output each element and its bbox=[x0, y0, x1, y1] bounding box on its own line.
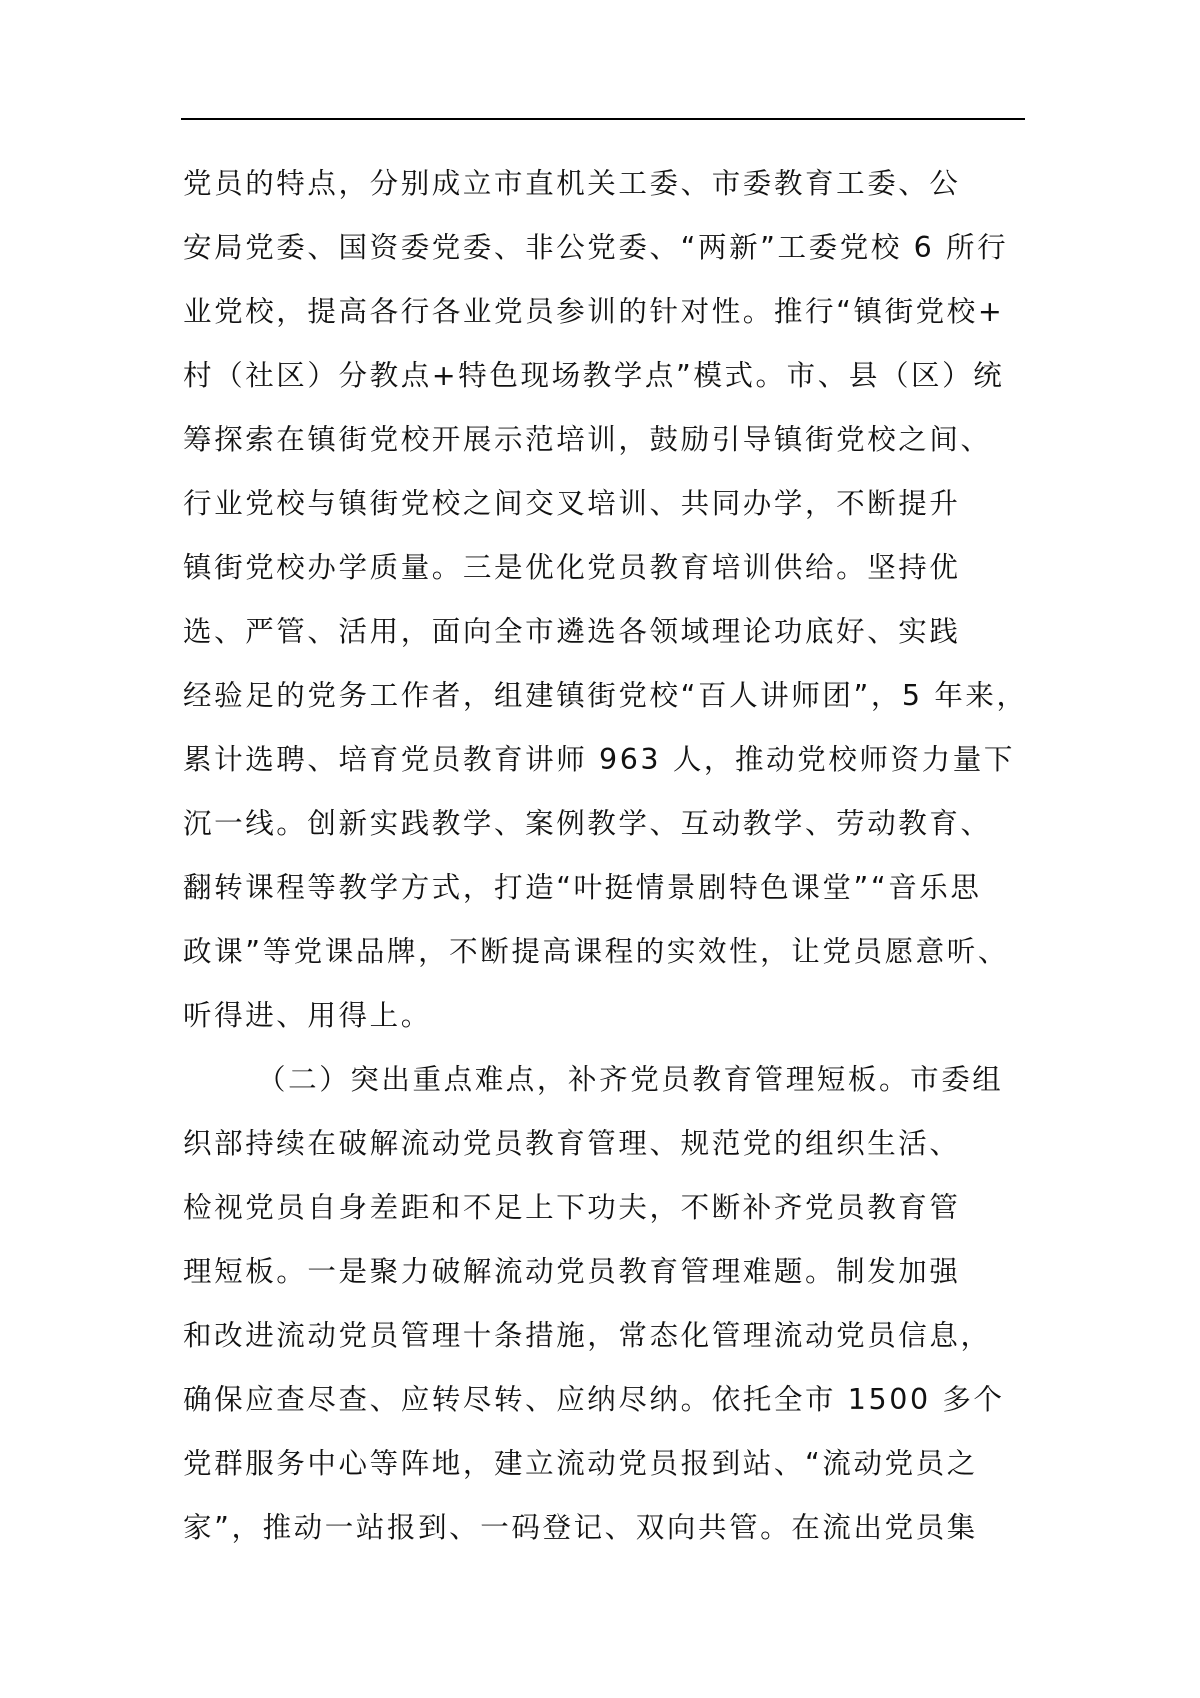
text-line: 确保应查尽查、应转尽转、应纳尽纳。依托全市 1500 多个 bbox=[183, 1383, 1005, 1416]
text-line: 选、严管、活用，面向全市遴选各领域理论功底好、实践 bbox=[183, 615, 961, 648]
text-line: 筹探索在镇街党校开展示范培训，鼓励引导镇街党校之间、 bbox=[183, 423, 992, 456]
text-line: 安局党委、国资委党委、非公党委、“两新”工委党校 6 所行 bbox=[183, 231, 1009, 264]
text-line: 党员的特点，分别成立市直机关工委、市委教育工委、公 bbox=[183, 167, 961, 200]
text-line: 理短板。一是聚力破解流动党员教育管理难题。制发加强 bbox=[183, 1255, 961, 1288]
text-line: 织部持续在破解流动党员教育管理、规范党的组织生活、 bbox=[183, 1127, 961, 1160]
text-line: 家”，推动一站报到、一码登记、双向共管。在流出党员集 bbox=[183, 1511, 978, 1544]
text-line: 行业党校与镇街党校之间交叉培训、共同办学，不断提升 bbox=[183, 487, 961, 520]
text-line: 沉一线。创新实践教学、案例教学、互动教学、劳动教育、 bbox=[183, 807, 992, 840]
header-rule bbox=[181, 118, 1025, 120]
text-line: 镇街党校办学质量。三是优化党员教育培训供给。坚持优 bbox=[183, 551, 961, 584]
text-line: 和改进流动党员管理十条措施，常态化管理流动党员信息， bbox=[183, 1319, 992, 1352]
text-line: 累计选聘、培育党员教育讲师 963 人，推动党校师资力量下 bbox=[183, 743, 1015, 776]
text-line: 听得进、用得上。 bbox=[183, 999, 432, 1032]
body-text bbox=[183, 152, 1063, 1560]
text-line: 政课”等党课品牌，不断提高课程的实效性，让党员愿意听、 bbox=[183, 935, 1009, 968]
text-line: 检视党员自身差距和不足上下功夫，不断补齐党员教育管 bbox=[183, 1191, 961, 1224]
text-line: 村（社区）分教点+特色现场教学点”模式。市、县（区）统 bbox=[183, 359, 1005, 392]
text-line: 业党校，提高各行各业党员参训的针对性。推行“镇街党校+ bbox=[183, 295, 1005, 328]
text-line: 翻转课程等教学方式，打造“叶挺情景剧特色课堂”“音乐思 bbox=[183, 871, 982, 904]
text-line: 党群服务中心等阵地，建立流动党员报到站、“流动党员之 bbox=[183, 1447, 978, 1480]
text-line: 经验足的党务工作者，组建镇街党校“百人讲师团”，5 年来， bbox=[183, 679, 1028, 712]
section-heading-line: （二）突出重点难点，补齐党员教育管理短板。市委组 bbox=[257, 1063, 1004, 1096]
